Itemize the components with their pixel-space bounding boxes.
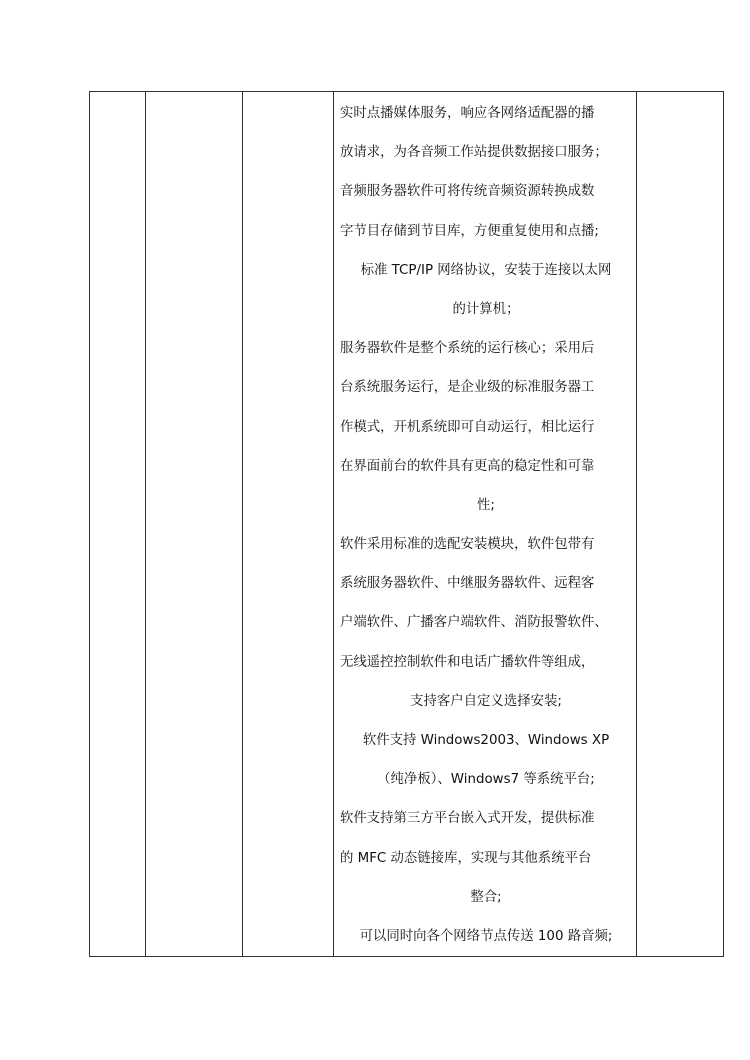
description-line: 标准 TCP/IP 网络协议，安装于连接以太网	[360, 262, 612, 278]
description-line: 的 MFC 动态链接库，实现与其他系统平台	[340, 850, 592, 866]
description-line: 在界面前台的软件具有更高的稳定性和可靠	[340, 458, 595, 474]
table-cell-1	[90, 92, 146, 957]
description-line: 服务器软件是整个系统的运行核心；采用后	[340, 341, 595, 357]
description-line: 整合;	[470, 889, 502, 905]
description-line: 字节目存储到节目库，方便重复使用和点播;	[340, 223, 599, 239]
table-cell-5	[637, 92, 724, 957]
description-line: 软件支持第三方平台嵌入式开发，提供标准	[340, 811, 595, 827]
table-row	[90, 92, 724, 957]
description-line: 软件支持 Windows2003、Windows XP	[362, 733, 610, 748]
description-line: 支持客户自定义选择安装;	[410, 693, 562, 709]
description-line: 系统服务器软件、中继服务器软件、远程客	[340, 576, 595, 592]
description-line: 性;	[477, 497, 495, 513]
table-cell-3	[243, 92, 334, 957]
description-line: 户端软件、广播客户端软件、消防报警软件、	[340, 615, 608, 631]
description-text	[334, 92, 636, 956]
description-line: 无线遥控控制软件和电话广播软件等组成，	[340, 654, 595, 670]
table-cell-2	[146, 92, 243, 957]
description-line: 台系统服务运行，是企业级的标准服务器工	[340, 380, 595, 396]
table-cell-description	[334, 92, 637, 957]
description-line: 放请求，为各音频工作站提供数据接口服务；	[340, 145, 608, 161]
description-line: 音频服务器软件可将传统音频资源转换成数	[340, 184, 595, 200]
description-line: 实时点播媒体服务，响应各网络适配器的播	[340, 106, 595, 121]
description-line: 软件采用标准的选配安装模块，软件包带有	[340, 537, 595, 553]
description-line: 的计算机；	[452, 301, 520, 317]
description-line: 可以同时向各个网络节点传送 100 路音频;	[359, 928, 613, 944]
description-line: （纯净板）、Windows7 等系统平台;	[377, 772, 595, 788]
spec-table	[89, 91, 724, 957]
description-line: 作模式，开机系统即可自动运行，相比运行	[340, 419, 595, 435]
